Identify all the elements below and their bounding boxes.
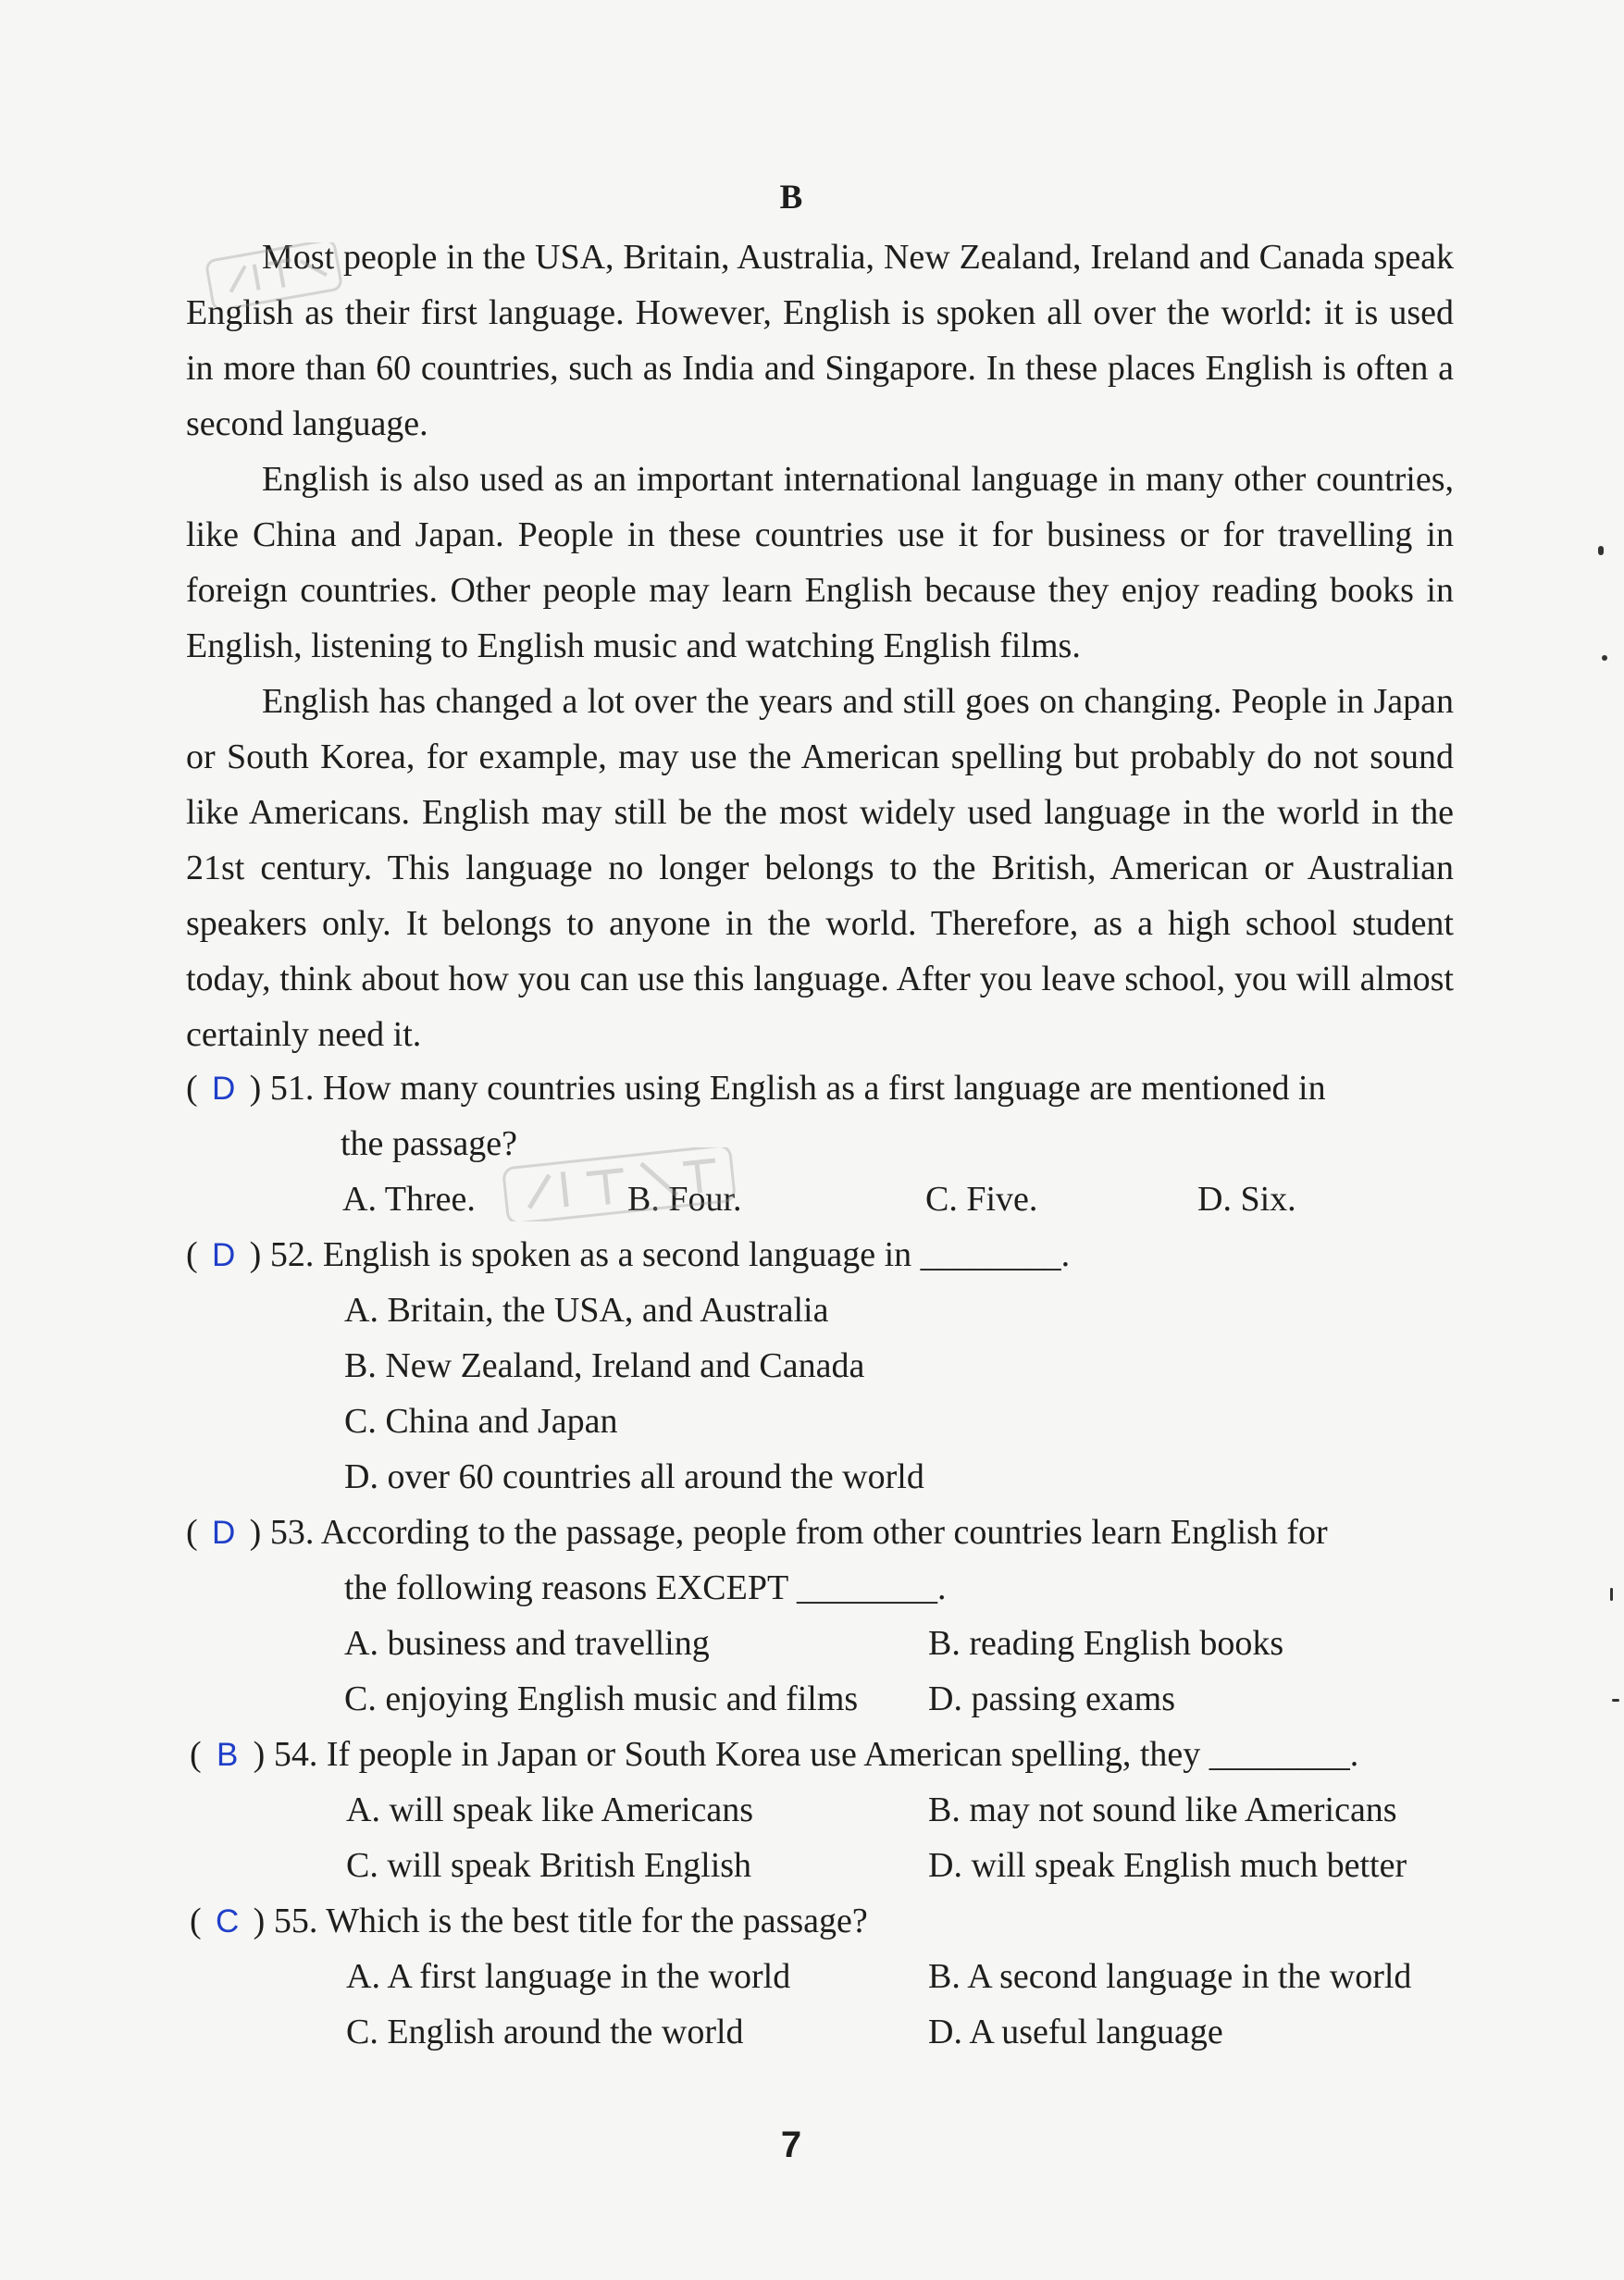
passage-paragraph: English has changed a lot over the years and still goes on changing. People in Japan or South Korea, for example, may use the American spelling but probably do not sound like Americans. English may still be the most widely used language in the world in the 21st century. This language no longer belongs to the British, American or Australian speakers only. It belongs to anyone in the world. Therefore, as a high school student today, think about how you can use this language. After you leave school, you will almost certainly need it. bbox=[186, 682, 1454, 1054]
margin-mark bbox=[1612, 1699, 1619, 1702]
reading-passage bbox=[186, 229, 1454, 1062]
option-d: D. passing exams bbox=[928, 1679, 1176, 1718]
question-stem: 52. English is spoken as a second language in ________. bbox=[269, 1235, 1071, 1274]
option-a: A. Three. bbox=[342, 1180, 476, 1219]
watermark-stamp-icon bbox=[500, 1147, 740, 1221]
question-52: ( D ) 52. English is spoken as a second language in ________. bbox=[186, 1227, 1070, 1283]
option-a: A. will speak like Americans bbox=[346, 1791, 754, 1829]
option-c: C. English around the world bbox=[346, 2013, 744, 2051]
section-title: B bbox=[779, 179, 803, 217]
option-b: B. reading English books bbox=[928, 1624, 1284, 1663]
option-c: C. Five. bbox=[925, 1180, 1038, 1219]
option-a: A. Britain, the USA, and Australia bbox=[344, 1291, 829, 1330]
passage-paragraph: Most people in the USA, Britain, Australia, New Zealand, Ireland and Canada speak English as their first language. However, English is spoken all over the world: it is used in more than 60 countries, such as India and Singapore. In these places English is often a second language. bbox=[186, 238, 1454, 443]
option-c: C. will speak British English bbox=[346, 1846, 752, 1885]
question-stem: 55. Which is the best title for the passage? bbox=[273, 1902, 868, 1940]
margin-mark bbox=[1602, 655, 1607, 661]
option-d: D. A useful language bbox=[928, 2013, 1223, 2051]
option-c: C. China and Japan bbox=[344, 1402, 618, 1441]
page-number: 7 bbox=[780, 2125, 802, 2165]
option-b: B. may not sound like Americans bbox=[928, 1791, 1397, 1829]
question-53: ( D ) 53. According to the passage, people from other countries learn English for bbox=[186, 1505, 1328, 1561]
answer-mark: D bbox=[212, 1515, 236, 1551]
question-51: ( D ) 51. How many countries using English as a first language are mentioned in bbox=[186, 1060, 1326, 1117]
option-b: B. A second language in the world bbox=[928, 1957, 1412, 1996]
watermark-stamp-icon bbox=[205, 242, 344, 307]
answer-mark: D bbox=[212, 1237, 236, 1273]
answer-mark: D bbox=[212, 1071, 236, 1107]
question-stem-continued: the following reasons EXCEPT ________. bbox=[344, 1568, 947, 1607]
passage-paragraph: English is also used as an important international language in many other countries, like China and Japan. People in these countries use it for business or for travelling in foreign countries. Other people may learn English because they enjoy reading books in English, listening to English music and watching English films. bbox=[186, 460, 1454, 665]
option-d: D. Six. bbox=[1197, 1180, 1296, 1219]
option-a: A. A first language in the world bbox=[346, 1957, 791, 1996]
option-a: A. business and travelling bbox=[344, 1624, 710, 1663]
answer-mark: B bbox=[216, 1737, 239, 1773]
option-b: B. New Zealand, Ireland and Canada bbox=[344, 1346, 865, 1385]
option-c: C. enjoying English music and films bbox=[344, 1679, 859, 1718]
margin-mark bbox=[1610, 1588, 1613, 1601]
question-stem: 53. According to the passage, people from other countries learn English for bbox=[269, 1513, 1328, 1552]
option-b: B. Four. bbox=[627, 1180, 742, 1219]
answer-mark: C bbox=[216, 1903, 240, 1939]
question-54: ( B ) 54. If people in Japan or South Korea use American spelling, they ________. bbox=[190, 1727, 1358, 1783]
question-55: ( C ) 55. Which is the best title for the passage? bbox=[190, 1893, 868, 1950]
question-stem-continued: the passage? bbox=[341, 1124, 517, 1163]
option-d: D. will speak English much better bbox=[928, 1846, 1407, 1885]
margin-mark bbox=[1598, 546, 1604, 555]
question-stem: 54. If people in Japan or South Korea use American spelling, they ________. bbox=[273, 1735, 1359, 1774]
option-d: D. over 60 countries all around the world bbox=[344, 1457, 924, 1496]
question-stem: 51. How many countries using English as a first language are mentioned in bbox=[269, 1069, 1326, 1108]
